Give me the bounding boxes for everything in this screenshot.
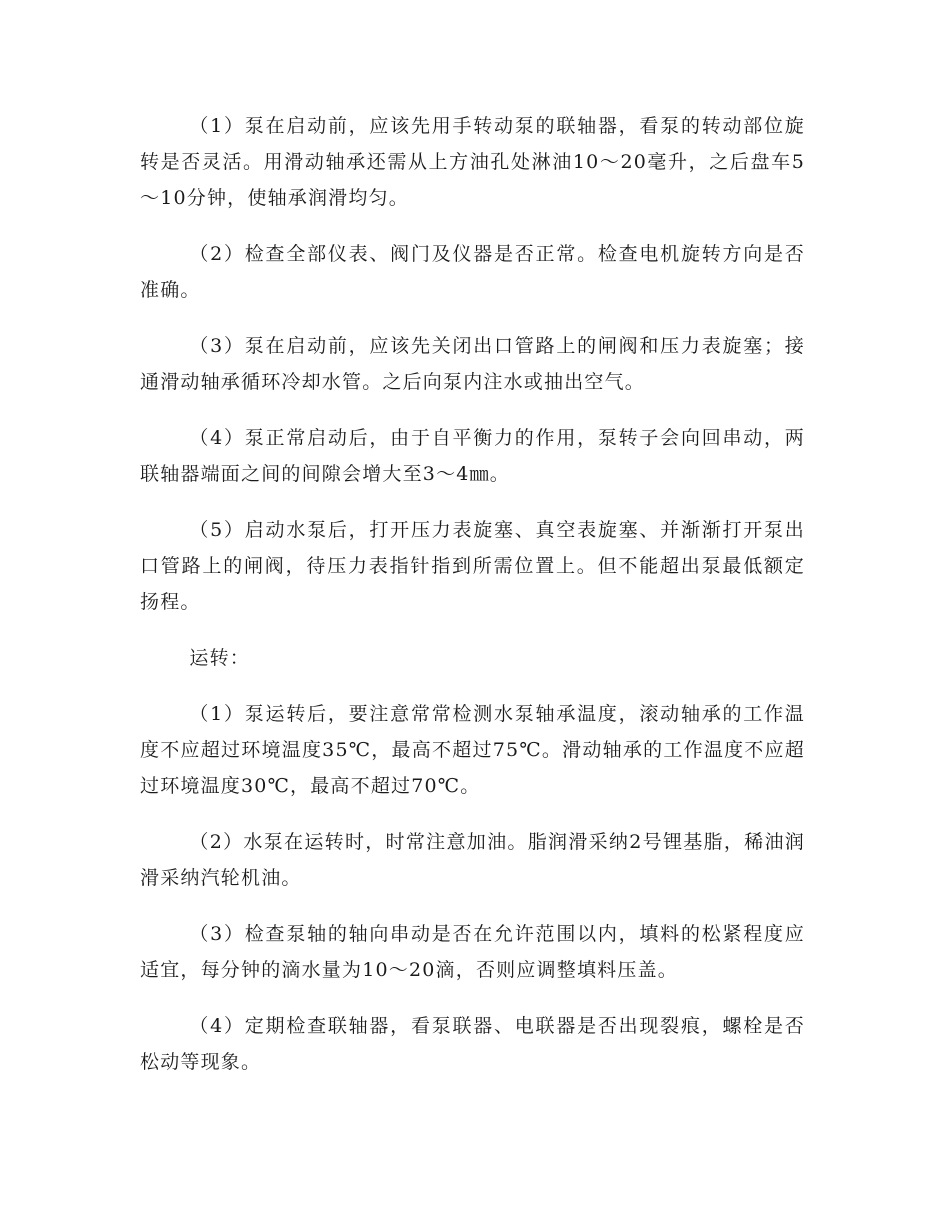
paragraph-run-2: （2）水泵在运转时，时常注意加油。脂润滑采纳2号锂基脂，稀油润滑采纳汽轮机油。 — [140, 831, 805, 889]
document-page — [140, 108, 805, 1100]
paragraph-run-1: （1）泵运转后，要注意常常检测水泵轴承温度，滚动轴承的工作温度不应超过环境温度35℃，最高不超过75℃。滑动轴承的工作温度不应超过环境温度30℃，最高不超过70℃。 — [140, 703, 805, 797]
paragraph-start-4: （4）泵正常启动后，由于自平衡力的作用，泵转子会向回串动，两联轴器端面之间的间隙会增大至3～4㎜。 — [140, 427, 805, 485]
paragraph-start-5: （5）启动水泵后，打开压力表旋塞、真空表旋塞、并渐渐打开泵出口管路上的闸阀，待压力表指针指到所需位置上。但不能超出泵最低额定扬程。 — [140, 519, 805, 613]
section-heading-operation: 运转： — [189, 647, 250, 669]
paragraph-run-3: （3）检查泵轴的轴向串动是否在允许范围以内，填料的松紧程度应适宜，每分钟的滴水量为10～20滴，否则应调整填料压盖。 — [140, 923, 805, 981]
paragraph-start-2: （2）检查全部仪表、阀门及仪器是否正常。检查电机旋转方向是否准确。 — [140, 243, 805, 301]
paragraph-start-1: （1）泵在启动前，应该先用手转动泵的联轴器，看泵的转动部位旋转是否灵活。用滑动轴承还需从上方油孔处淋油10～20毫升，之后盘车5～10分钟，使轴承润滑均匀。 — [140, 115, 805, 209]
paragraph-run-4: （4）定期检查联轴器，看泵联器、电联器是否出现裂痕，螺栓是否松动等现象。 — [140, 1015, 805, 1073]
paragraph-start-3: （3）泵在启动前，应该先关闭出口管路上的闸阀和压力表旋塞；接通滑动轴承循环冷却水管。之后向泵内注水或抽出空气。 — [140, 335, 805, 393]
